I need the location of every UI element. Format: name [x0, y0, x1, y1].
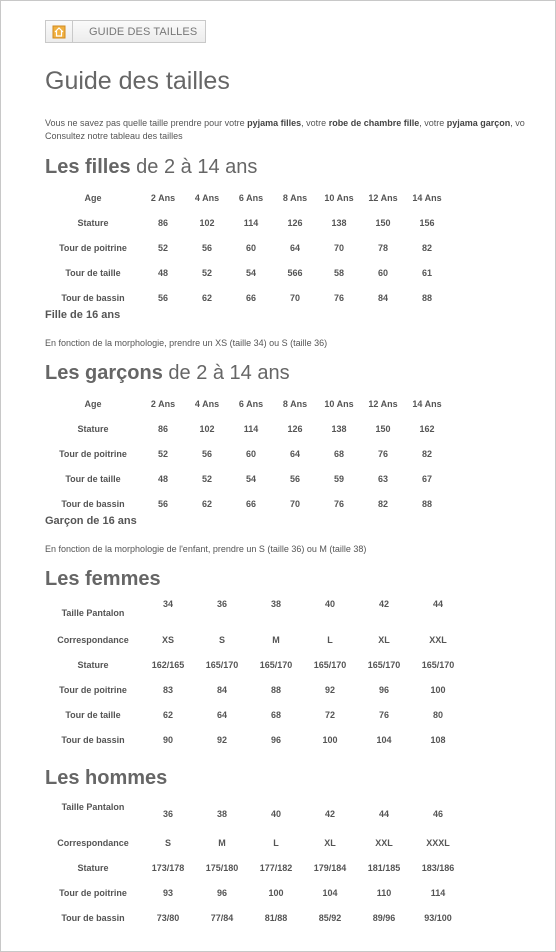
table-row [45, 905, 465, 930]
table-cell: 93/100 [424, 912, 452, 923]
table-cell: S [164, 837, 171, 848]
table-cell: 96 [378, 684, 389, 695]
table-cell: 66 [245, 498, 256, 509]
table-cell: 150 [375, 217, 391, 228]
boys-heading: Les garçons de 2 à 14 ans [45, 362, 290, 384]
table-row [45, 727, 465, 752]
table-cell: 56 [201, 242, 212, 253]
men-size-table [45, 798, 465, 930]
breadcrumb [45, 20, 206, 43]
table-cell: 14 Ans [412, 192, 442, 203]
row-label: Tour de bassin [61, 734, 125, 745]
table-row [45, 677, 465, 702]
table-row [45, 880, 465, 905]
table-cell: 62 [162, 709, 173, 720]
table-cell: 60 [245, 242, 256, 253]
table-row [45, 855, 465, 880]
table-cell: 82 [421, 242, 432, 253]
row-label: Tour de taille [65, 267, 121, 278]
row-label: Stature [77, 217, 109, 228]
row-label: Age [84, 398, 102, 409]
table-cell: 70 [289, 498, 300, 509]
row-label: Tour de taille [65, 709, 121, 720]
table-row [45, 599, 465, 627]
row-label: Tour de poitrine [59, 448, 127, 459]
table-row [45, 210, 449, 235]
table-cell: 60 [245, 448, 256, 459]
table-cell: 46 [432, 809, 443, 819]
table-cell: 80 [432, 709, 443, 720]
boys-16-note: En fonction de la morphologie de l'enfant, prendre un S (taille 36) ou M (taille 38) [45, 544, 367, 554]
table-cell: 102 [199, 217, 215, 228]
table-cell: 72 [324, 709, 335, 720]
boys-16-heading: Garçon de 16 ans [45, 515, 137, 527]
table-cell: 40 [270, 809, 281, 819]
table-cell: 73/80 [156, 912, 180, 923]
table-cell: 42 [378, 599, 389, 609]
row-label: Age [84, 192, 102, 203]
women-heading: Les femmes [45, 568, 161, 590]
boys-size-table [45, 391, 449, 516]
table-cell: 2 Ans [150, 192, 176, 203]
table-row [45, 285, 449, 310]
table-cell: 64 [289, 242, 300, 253]
table-row [45, 441, 449, 466]
table-row [45, 260, 449, 285]
table-cell: 76 [378, 709, 389, 720]
table-cell: 100 [430, 684, 446, 695]
row-label: Tour de poitrine [59, 684, 127, 695]
row-label: Tour de bassin [61, 912, 125, 923]
table-cell: 78 [377, 242, 388, 253]
table-cell: 44 [432, 599, 443, 609]
table-cell: 85/92 [318, 912, 342, 923]
table-row [45, 702, 465, 727]
page-title: Guide des tailles [45, 67, 230, 95]
table-cell: 86 [157, 217, 168, 228]
table-cell: 68 [270, 709, 281, 720]
row-label: Tour de poitrine [59, 242, 127, 253]
table-cell: 4 Ans [194, 398, 220, 409]
table-cell: XXL [429, 634, 447, 645]
table-cell: 48 [157, 473, 168, 484]
table-cell: XXXL [426, 837, 450, 848]
table-cell: 60 [377, 267, 388, 278]
table-cell: 68 [333, 448, 344, 459]
table-row [45, 830, 465, 855]
table-cell: 165/170 [313, 659, 347, 670]
table-cell: XS [161, 634, 174, 645]
table-cell: 165/170 [367, 659, 401, 670]
home-icon[interactable] [46, 21, 73, 42]
table-cell: 76 [333, 292, 344, 303]
table-cell: 54 [245, 473, 256, 484]
table-cell: L [273, 837, 279, 848]
table-cell: 70 [333, 242, 344, 253]
breadcrumb-current: GUIDE DES TAILLES [89, 25, 198, 38]
table-cell: 104 [322, 887, 338, 898]
table-cell: 93 [162, 887, 173, 898]
link-pyjama-filles[interactable]: pyjama filles [247, 118, 302, 128]
table-cell: 90 [162, 734, 173, 745]
table-cell: 63 [377, 473, 388, 484]
link-robe-de-chambre[interactable]: robe de chambre fille [328, 118, 420, 128]
table-cell: 36 [162, 809, 173, 819]
table-cell: 8 Ans [282, 192, 308, 203]
table-cell: 48 [157, 267, 168, 278]
girls-heading: Les filles de 2 à 14 ans [45, 156, 258, 178]
table-cell: 40 [324, 599, 335, 609]
link-pyjama-garcon[interactable]: pyjama garçon [446, 118, 511, 128]
table-cell: XL [378, 634, 390, 645]
table-cell: 156 [419, 217, 435, 228]
table-cell: 61 [421, 267, 432, 278]
row-label: Tour de bassin [61, 498, 125, 509]
table-row [45, 652, 465, 677]
table-cell: 100 [322, 734, 338, 745]
table-cell: M [272, 634, 280, 645]
table-cell: 36 [216, 599, 227, 609]
table-cell: 76 [377, 448, 388, 459]
table-row [45, 466, 449, 491]
table-cell: 12 Ans [368, 398, 398, 409]
table-cell: 4 Ans [194, 192, 220, 203]
row-label: Correspondance [57, 634, 129, 645]
table-cell: 183/186 [421, 862, 455, 873]
table-cell: 100 [268, 887, 284, 898]
table-cell: 92 [216, 734, 227, 745]
table-cell: 165/170 [259, 659, 293, 670]
table-cell: 83 [162, 684, 173, 695]
table-cell: 96 [216, 887, 227, 898]
table-cell: 38 [216, 809, 227, 819]
table-cell: 44 [378, 809, 389, 819]
table-cell: XL [324, 837, 336, 848]
table-cell: 114 [243, 423, 259, 434]
table-cell: 173/178 [151, 862, 185, 873]
table-cell: 82 [421, 448, 432, 459]
table-cell: 62 [201, 498, 212, 509]
row-label: Stature [77, 423, 109, 434]
table-cell: 108 [430, 734, 446, 745]
table-header-row [45, 391, 449, 416]
table-cell: 84 [216, 684, 227, 695]
table-cell: 88 [270, 684, 281, 695]
table-cell: 8 Ans [282, 398, 308, 409]
row-label: Tour de poitrine [59, 887, 127, 898]
table-cell: 2 Ans [150, 398, 176, 409]
table-cell: 84 [377, 292, 388, 303]
table-cell: 38 [270, 599, 281, 609]
table-cell: 52 [157, 242, 168, 253]
table-cell: M [218, 837, 226, 848]
table-cell: 150 [375, 423, 391, 434]
table-cell: 177/182 [259, 862, 293, 873]
table-cell: 86 [157, 423, 168, 434]
table-cell: 175/180 [205, 862, 239, 873]
table-cell: L [327, 634, 333, 645]
table-cell: 110 [376, 887, 392, 898]
table-row [45, 491, 449, 516]
girls-16-heading: Fille de 16 ans [45, 309, 121, 321]
table-cell: 56 [157, 292, 168, 303]
table-cell: S [218, 634, 225, 645]
table-cell: 64 [289, 448, 300, 459]
girls-size-table [45, 185, 449, 310]
table-cell: XXL [375, 837, 393, 848]
row-label: Correspondance [57, 837, 129, 848]
table-cell: 52 [201, 267, 212, 278]
table-cell: 181/185 [367, 862, 401, 873]
table-cell: 62 [201, 292, 212, 303]
table-cell: 64 [216, 709, 227, 720]
table-cell: 6 Ans [238, 398, 264, 409]
table-cell: 88 [421, 498, 432, 509]
row-label: Stature [77, 659, 109, 670]
table-cell: 88 [421, 292, 432, 303]
table-cell: 77/84 [210, 912, 234, 923]
table-cell: 138 [331, 423, 347, 434]
table-cell: 162 [419, 423, 435, 434]
men-heading: Les hommes [45, 767, 168, 789]
table-cell: 89/96 [372, 912, 396, 923]
table-cell: 58 [333, 267, 344, 278]
row-label: Tour de bassin [61, 292, 125, 303]
table-cell: 566 [287, 267, 303, 278]
table-cell: 126 [287, 423, 303, 434]
table-cell: 96 [270, 734, 281, 745]
table-cell: 114 [243, 217, 259, 228]
table-cell: 10 Ans [324, 398, 354, 409]
table-row [45, 235, 449, 260]
table-cell: 165/170 [421, 659, 455, 670]
table-cell: 42 [324, 809, 335, 819]
table-cell: 6 Ans [238, 192, 264, 203]
table-cell: 114 [430, 887, 446, 898]
table-row [45, 416, 449, 441]
table-cell: 56 [289, 473, 300, 484]
table-cell: 162/165 [151, 659, 185, 670]
table-cell: 104 [376, 734, 392, 745]
table-cell: 126 [287, 217, 303, 228]
table-row [45, 627, 465, 652]
table-cell: 179/184 [313, 862, 347, 873]
row-label: Stature [77, 862, 109, 873]
table-cell: 138 [331, 217, 347, 228]
table-cell: 102 [199, 423, 215, 434]
row-label: Taille Pantalon [61, 608, 125, 618]
women-size-table [45, 599, 465, 752]
row-label: Tour de taille [65, 473, 121, 484]
table-cell: 14 Ans [412, 398, 442, 409]
table-cell: 66 [245, 292, 256, 303]
table-cell: 52 [157, 448, 168, 459]
table-cell: 52 [201, 473, 212, 484]
table-cell: 81/88 [264, 912, 288, 923]
table-cell: 92 [324, 684, 335, 695]
table-cell: 12 Ans [368, 192, 398, 203]
table-cell: 10 Ans [324, 192, 354, 203]
table-cell: 59 [333, 473, 344, 484]
table-cell: 165/170 [205, 659, 239, 670]
table-header-row [45, 185, 449, 210]
intro-text: Vous ne savez pas quelle taille prendre pour votre pyjama filles, votre robe de chambre fille, votre pyjama garçon, vo Consultez notre tableau des tailles [45, 118, 525, 141]
table-cell: 70 [289, 292, 300, 303]
table-cell: 34 [162, 599, 173, 609]
table-cell: 56 [201, 448, 212, 459]
table-cell: 82 [377, 498, 388, 509]
table-cell: 56 [157, 498, 168, 509]
table-cell: 67 [421, 473, 432, 484]
table-cell: 76 [333, 498, 344, 509]
table-row [45, 798, 465, 830]
girls-16-note: En fonction de la morphologie, prendre un XS (taille 34) ou S (taille 36) [45, 338, 328, 348]
row-label: Taille Pantalon [61, 802, 125, 812]
table-cell: 54 [245, 267, 256, 278]
